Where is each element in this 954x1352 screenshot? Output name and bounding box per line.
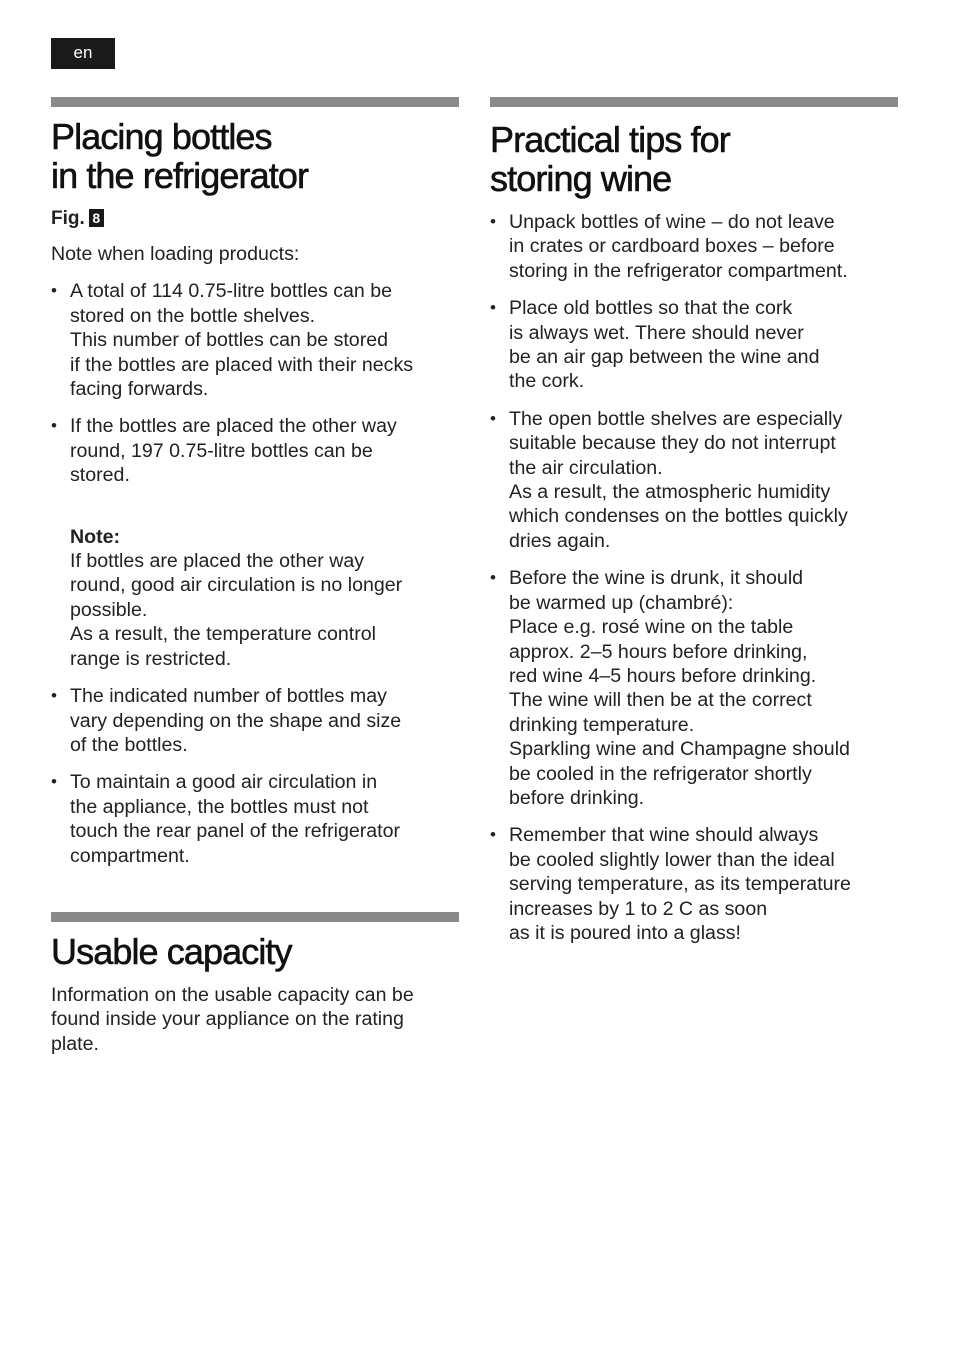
- text-line: in crates or cardboard boxes – before: [509, 235, 835, 258]
- text-line: before drinking.: [509, 786, 645, 809]
- text-line: be an air gap between the wine and: [509, 346, 820, 369]
- section-rule: [51, 912, 459, 922]
- list-item: [51, 279, 459, 401]
- text-line: as it is poured into a glass!: [509, 921, 741, 944]
- list-item: [490, 823, 898, 945]
- text-line: red wine 4–5 hours before drinking.: [509, 664, 817, 687]
- text-line: • Remember that wine should always: [509, 824, 819, 847]
- title-line: Placing bottles: [51, 116, 272, 157]
- text-line: plate.: [51, 1032, 99, 1055]
- text-line: the cork.: [509, 370, 585, 393]
- text-line: Sparkling wine and Champagne should: [509, 738, 850, 761]
- note-title: Note:: [70, 525, 121, 548]
- text-line: If bottles are placed the other way: [70, 550, 365, 573]
- text-line: found inside your appliance on the rating: [51, 1008, 404, 1031]
- text-line: dries again.: [509, 529, 611, 552]
- text-line: • The indicated number of bottles may: [70, 685, 387, 708]
- text-line: • A total of 114 0.75-litre bottles can be: [70, 280, 393, 303]
- fig-label: Fig.: [51, 208, 85, 229]
- text-line: drinking temperature.: [509, 713, 695, 736]
- wine-tips-title: [490, 120, 898, 198]
- text-line: round, good air circulation is no longer: [70, 574, 403, 597]
- text-line: be warmed up (chambré):: [509, 591, 734, 614]
- text-line: which condenses on the bottles quickly: [509, 505, 848, 528]
- intro-text: Note when loading products:: [51, 243, 300, 265]
- text-line: is always wet. There should never: [509, 321, 804, 344]
- text-line: • If the bottles are placed the other way: [70, 415, 397, 438]
- right-column: [490, 97, 898, 945]
- text-line: compartment.: [70, 844, 190, 867]
- text-line: increases by 1 to 2 C as soon: [509, 897, 768, 920]
- text-line: As a result, the atmospheric humidity: [509, 481, 831, 504]
- text-line: the appliance, the bottles must not: [70, 795, 369, 818]
- note-block: [51, 525, 459, 671]
- text-line: storing in the refrigerator compartment.: [509, 259, 848, 282]
- list-item: [51, 684, 459, 757]
- usable-capacity-text: [51, 983, 459, 1056]
- text-line: of the bottles.: [70, 733, 188, 756]
- text-line: The wine will then be at the correct: [509, 689, 812, 712]
- text-line: touch the rear panel of the refrigerator: [70, 820, 401, 843]
- title-line: in the refrigerator: [51, 155, 309, 196]
- text-line: round, 197 0.75-litre bottles can be: [70, 439, 373, 462]
- text-line: if the bottles are placed with their necks: [70, 353, 414, 376]
- wine-tips-list: [490, 210, 898, 945]
- placing-bottles-title: [51, 117, 459, 195]
- text-line: • The open bottle shelves are especially: [509, 407, 843, 430]
- text-line: Place e.g. rosé wine on the table: [509, 616, 794, 639]
- fig-number-badge: 8: [89, 209, 104, 227]
- list-item: [490, 210, 898, 283]
- text-line: stored on the bottle shelves.: [70, 304, 316, 327]
- text-line: vary depending on the shape and size: [70, 709, 402, 732]
- usable-capacity-section: [51, 912, 459, 1056]
- text-line: range is restricted.: [70, 647, 232, 670]
- bottle-bullet-list: [51, 684, 459, 868]
- section-rule: [490, 97, 898, 107]
- left-column: [51, 97, 459, 1056]
- text-line: • Unpack bottles of wine – do not leave: [509, 211, 835, 233]
- figure-reference: [51, 207, 459, 231]
- text-line: stored.: [70, 464, 130, 487]
- section-rule: [51, 97, 459, 107]
- loading-bullet-list: [51, 279, 459, 487]
- list-item: [51, 770, 459, 868]
- title-line: Practical tips for: [490, 119, 730, 160]
- text-line: • Before the wine is drunk, it should: [509, 567, 804, 590]
- text-line: • To maintain a good air circulation in: [70, 771, 378, 794]
- list-item: [490, 566, 898, 810]
- text-line: suitable because they do not interrupt: [509, 432, 836, 455]
- text-line: • Place old bottles so that the cork: [509, 297, 793, 320]
- text-line: be cooled slightly lower than the ideal: [509, 848, 835, 871]
- list-item: [490, 407, 898, 553]
- usable-capacity-title: Usable capacity: [51, 930, 292, 972]
- text-line: As a result, the temperature control: [70, 623, 377, 646]
- text-line: possible.: [70, 598, 148, 621]
- text-line: facing forwards.: [70, 378, 209, 401]
- text-line: approx. 2–5 hours before drinking,: [509, 640, 808, 663]
- list-item: [490, 296, 898, 394]
- text-line: Information on the usable capacity can be: [51, 983, 414, 1006]
- text-line: This number of bottles can be stored: [70, 329, 389, 352]
- text-line: serving temperature, as its temperature: [509, 873, 851, 896]
- list-item: [51, 414, 459, 487]
- language-tab: en: [51, 38, 115, 69]
- text-line: be cooled in the refrigerator shortly: [509, 762, 812, 785]
- text-line: the air circulation.: [509, 456, 663, 479]
- title-line: storing wine: [490, 158, 672, 199]
